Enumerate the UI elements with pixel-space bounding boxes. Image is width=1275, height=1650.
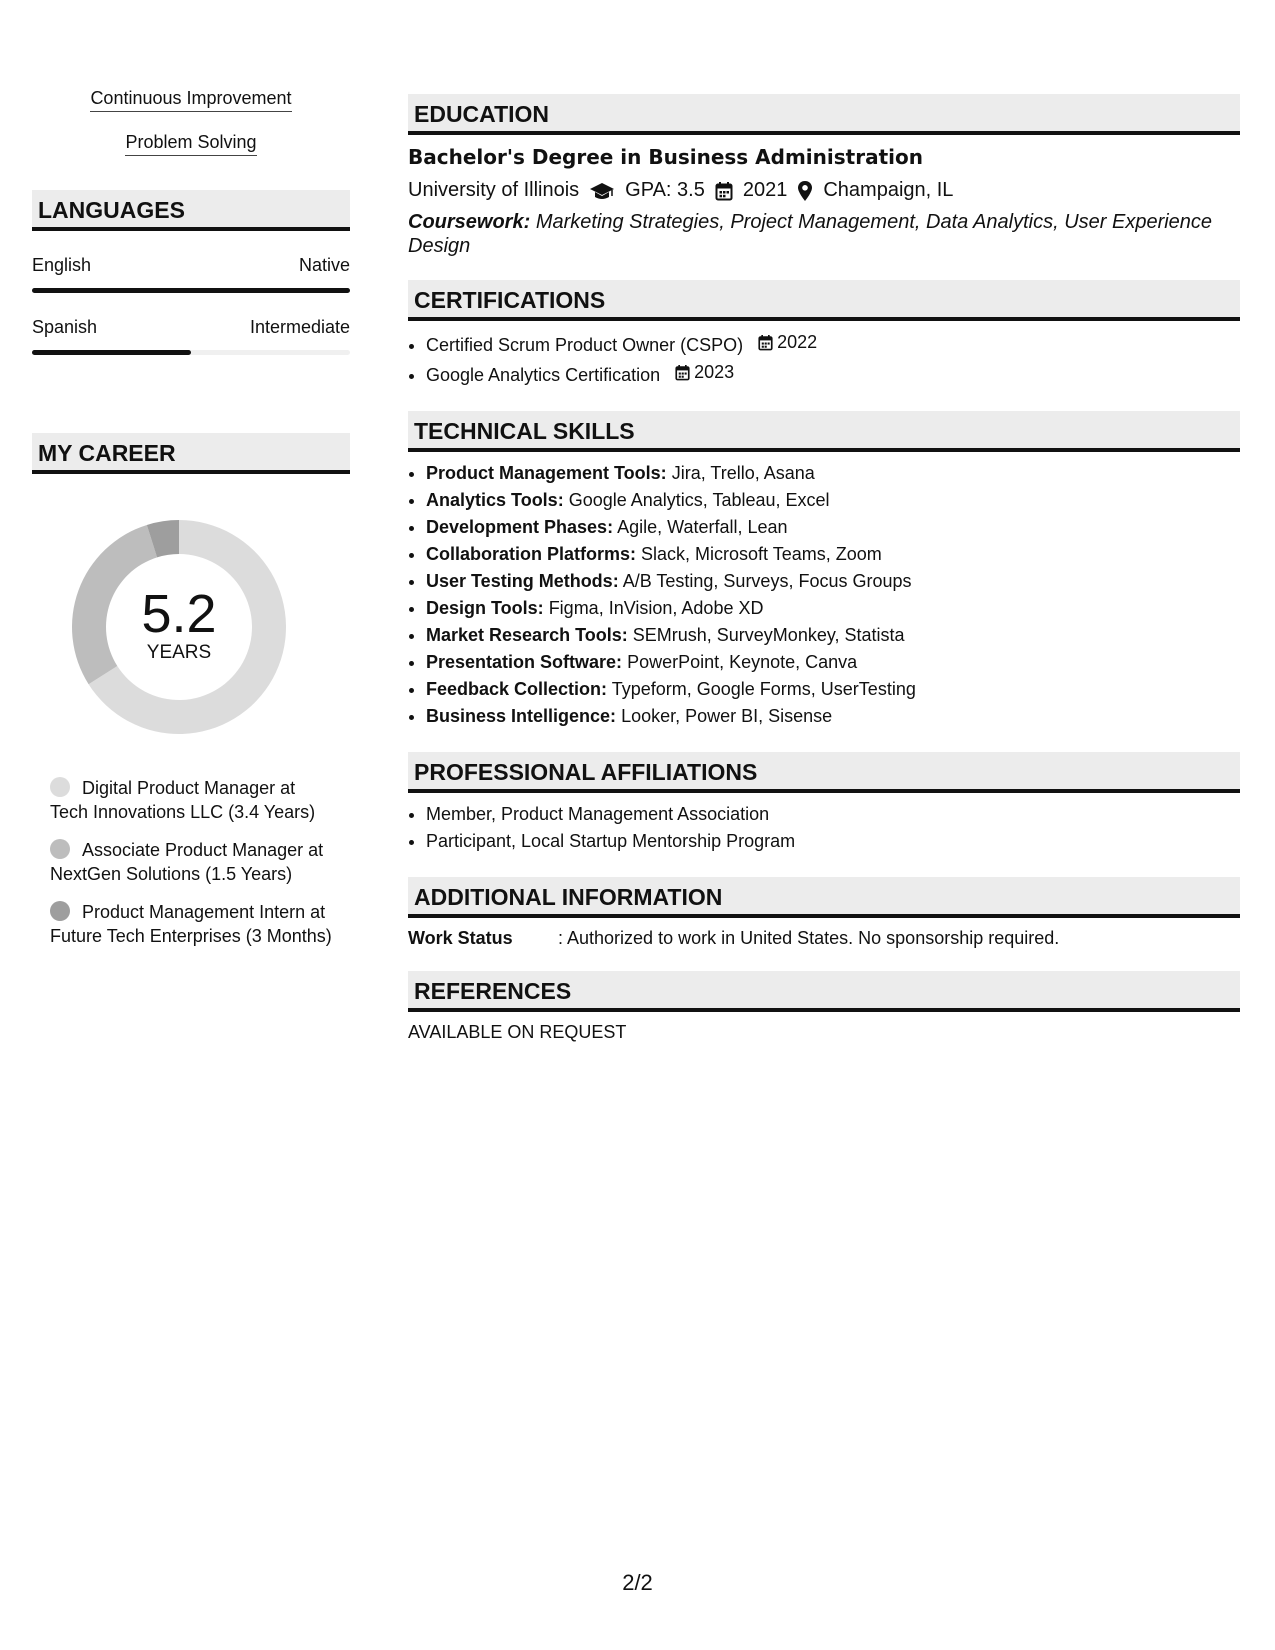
certification-item: • Google Analytics Certification 2023 xyxy=(426,359,1240,389)
page-number: 2/2 xyxy=(622,1570,653,1595)
career-item: Product Management Intern at Future Tech Enterprises (3 Months) xyxy=(50,902,332,946)
language-name: Spanish xyxy=(32,317,98,337)
skill-item: • Product Management Tools: Jira, Trello, Asana xyxy=(426,460,1240,487)
skill-item: • Development Phases: Agile, Waterfall, Lean xyxy=(426,514,1240,541)
skill-item: • Feedback Collection: Typeform, Google Forms, UserTesting xyxy=(426,676,1240,703)
certifications-list xyxy=(408,329,1240,389)
education-year: 2021 xyxy=(742,179,788,201)
skill-item: • Analytics Tools: Google Analytics, Tableau, Excel xyxy=(426,487,1240,514)
education-heading: EDUCATION xyxy=(408,94,1240,135)
skill-item: • Market Research Tools: SEMrush, SurveyMonkey, Statista xyxy=(426,622,1240,649)
calendar-icon xyxy=(758,334,773,351)
certification-item: • Certified Scrum Product Owner (CSPO) 2022 xyxy=(426,329,1240,359)
education-degree: Bachelor's Degree in Business Administration xyxy=(408,145,923,169)
skill-item: • Design Tools: Figma, InVision, Adobe XD xyxy=(426,595,1240,622)
language-bar xyxy=(32,288,350,293)
language-name: English xyxy=(32,255,92,275)
education-location: Champaign, IL xyxy=(823,179,954,201)
career-dot xyxy=(50,901,70,921)
work-status-label: Work Status xyxy=(408,928,513,948)
language-bar xyxy=(32,350,350,355)
technical-skills-heading: TECHNICAL SKILLS xyxy=(408,411,1240,452)
language-level: Native xyxy=(298,255,350,275)
career-heading: MY CAREER xyxy=(32,433,350,474)
location-pin-icon xyxy=(797,180,813,202)
language-item xyxy=(32,255,350,293)
education-details xyxy=(408,179,1240,202)
affiliation-item: • Participant, Local Startup Mentorship Program xyxy=(426,828,1240,855)
references-text: AVAILABLE ON REQUEST xyxy=(408,1022,627,1042)
references-heading: REFERENCES xyxy=(408,971,1240,1012)
affiliations-heading: PROFESSIONAL AFFILIATIONS xyxy=(408,752,1240,793)
career-dot xyxy=(50,777,70,797)
language-bar-fill xyxy=(32,350,191,355)
graduation-cap-icon xyxy=(589,181,615,201)
career-total: 5.2 xyxy=(141,584,217,644)
career-donut-chart xyxy=(66,514,292,740)
education-gpa: GPA: 3.5 xyxy=(625,179,705,201)
career-list xyxy=(50,776,332,948)
certifications-heading: CERTIFICATIONS xyxy=(408,280,1240,321)
language-item xyxy=(32,317,350,355)
language-bar-fill xyxy=(32,288,350,293)
main-content xyxy=(408,94,1240,1043)
career-unit: YEARS xyxy=(146,642,212,663)
career-item: Associate Product Manager at NextGen Solutions (1.5 Years) xyxy=(50,840,324,884)
career-item: Digital Product Manager at Tech Innovations LLC (3.4 Years) xyxy=(50,778,316,822)
strength-item: Problem Solving xyxy=(32,132,350,156)
technical-skills-list xyxy=(408,460,1240,730)
career-dot xyxy=(50,839,70,859)
education-school: University of Illinois xyxy=(408,179,580,201)
sidebar xyxy=(32,88,350,962)
affiliations-list xyxy=(408,801,1240,855)
affiliation-item: • Member, Product Management Association xyxy=(426,801,1240,828)
strength-item: Continuous Improvement xyxy=(32,88,350,112)
skill-item: • Business Intelligence: Looker, Power BI, Sisense xyxy=(426,703,1240,730)
work-status-value: : Authorized to work in United States. No sponsorship required. xyxy=(558,928,1060,948)
skill-item: • User Testing Methods: A/B Testing, Surveys, Focus Groups xyxy=(426,568,1240,595)
calendar-icon xyxy=(715,181,733,201)
skill-item: • Presentation Software: PowerPoint, Keynote, Canva xyxy=(426,649,1240,676)
additional-info-heading: ADDITIONAL INFORMATION xyxy=(408,877,1240,918)
language-level: Intermediate xyxy=(249,317,350,337)
calendar-icon xyxy=(675,364,690,381)
skill-item: • Collaboration Platforms: Slack, Microsoft Teams, Zoom xyxy=(426,541,1240,568)
work-status-row xyxy=(408,928,1240,949)
education-coursework: Coursework: Marketing Strategies, Project Management, Data Analytics, User Experience Design xyxy=(408,211,1213,257)
languages-heading: LANGUAGES xyxy=(32,190,350,231)
